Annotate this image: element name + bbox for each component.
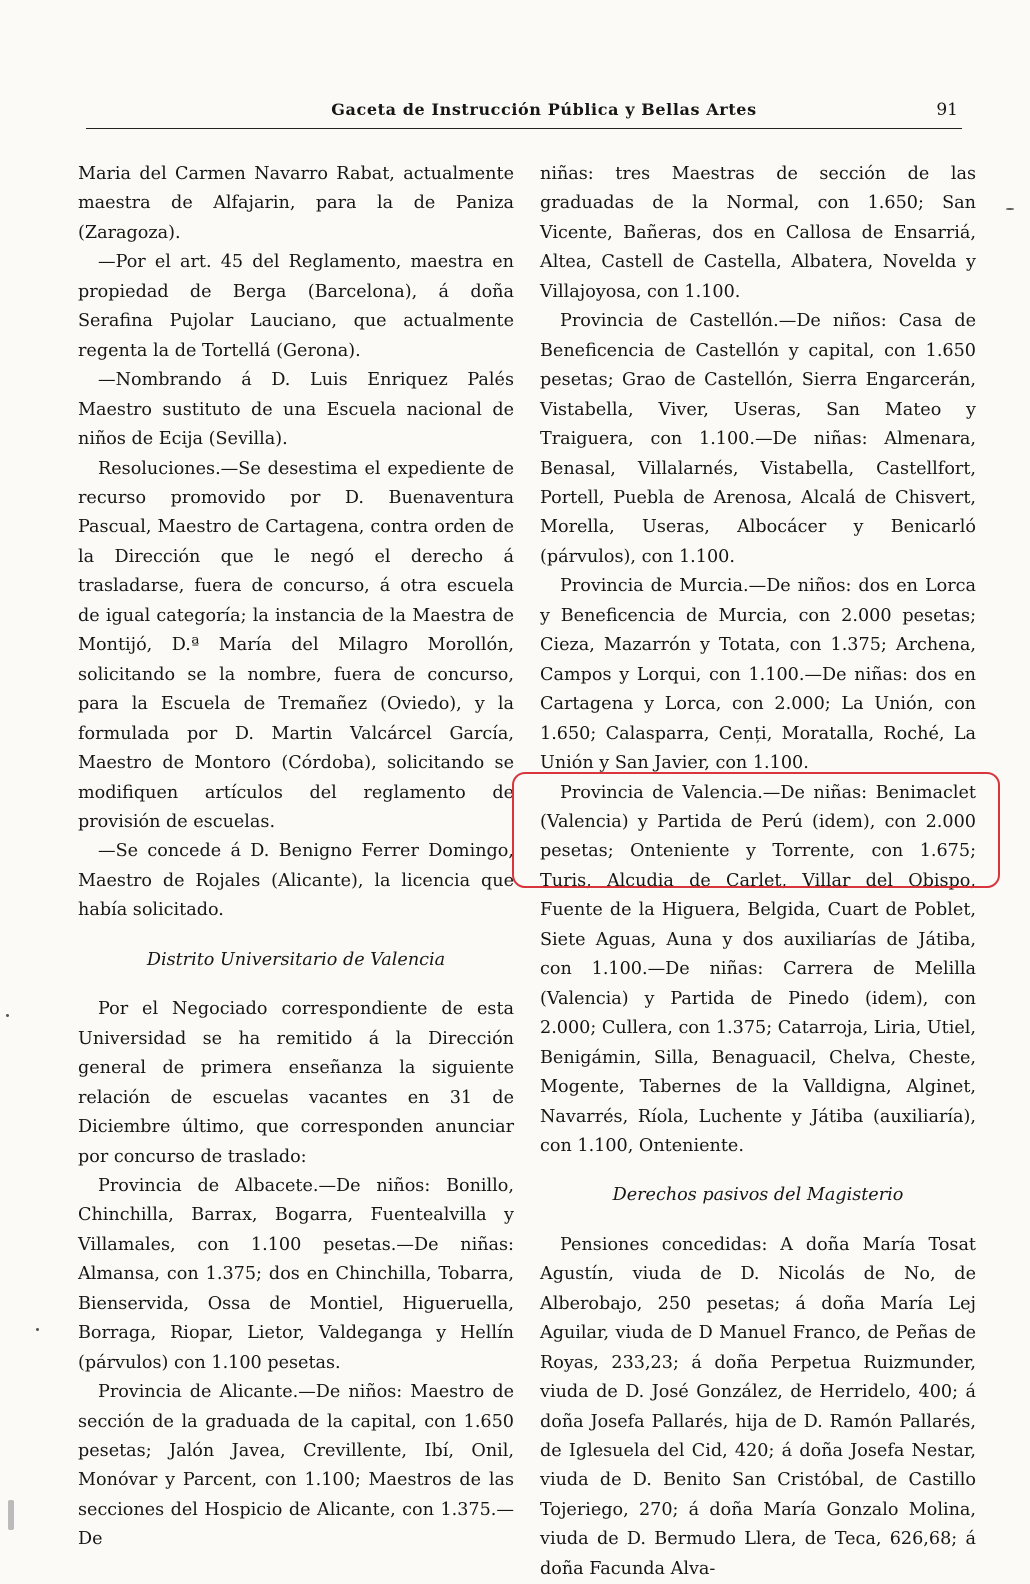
- paragraph: —Por el art. 45 del Reglamento, maestra en propiedad de Berga (Barcelona), á doña Serafina Pujolar Lauciano, que actualmente regenta la de Tortellá (Gerona).: [78, 252, 514, 361]
- section-heading: Derechos pasivos del Magisterio: [612, 1185, 904, 1206]
- journal-title: Gaceta de Instrucción Pública y Bellas Artes: [331, 100, 757, 119]
- scan-speck: [1006, 208, 1014, 210]
- paragraph: —Se concede á D. Benigno Ferrer Domingo, Maestro de Rojales (Alicante), la licencia que había solicitado.: [78, 841, 514, 921]
- paragraph: Provincia de Valencia.—De niñas: Benimaclet (Valencia) y Partida de Perú (idem), con 2.000 pesetas; Onteniente y Torrente, con 1.675; Turis, Alcudia de Carlet, Villar del Obispo, Fuente de la Higuera, Belgida, Cuart de Poblet, Siete Aguas, Auna y dos auxiliarías de Játiba, con 1.100.—De niñas: Carrera de Melilla (Valencia) y Partida de Pinedo (idem), con 2.000; Cullera, con 1.375; Catarroja, Liria, Utiel, Benigámin, Silla, Benaguacil, Chelva, Cheste, Mogente, Tabernes de la Valldigna, Alginet, Navarrés, Ríola, Luchente y Játiba (auxiliaría), con 1.100, Onteniente.: [540, 782, 976, 1156]
- paragraph: Provincia de Murcia.—De niños: dos en Lorca y Beneficencia de Murcia, con 2.000 pesetas; Cieza, Mazarrón y Totata, con 1.375; Archena, Campos y Lorqui, con 1.100.—De niñas: dos en Cartagena y Lorca, con 2.000; La Unión, con 1.650; Calasparra, Cenți, Moratalla, Roché, La Unión y San Javier, con 1.100.: [540, 576, 976, 774]
- section-heading: Distrito Universitario de Valencia: [146, 949, 446, 970]
- left-column: [78, 160, 514, 1555]
- paragraph: Resoluciones.—Se desestima el expediente de recurso promovido por D. Buenaventura Pascual, Maestro de Cartagena, contra orden de la Dirección que le negó el derecho á trasladarse, fuera de concurso, á otra escuela de igual categoría; la instancia de la Maestra de Montijó, D.ª María del Milagro Morollón, solicitando se la nombre, fuera de concurso, para la Escuela de Tremañez (Oviedo), y la formulada por D. Martin Valcárcel García, Maestro de Montoro (Córdoba), solicitando se modifiquen artículos del reglamento de provisión de escuelas.: [78, 458, 514, 832]
- scan-speck: [6, 1014, 9, 1017]
- paragraph: Por el Negociado correspondiente de esta Universidad se ha remitido á la Dirección general de primera enseñanza la siguiente relación de escuelas vacantes en 31 de Diciembre último, que corresponden anunciar por concurso de traslado:: [78, 999, 514, 1167]
- paragraph: Provincia de Castellón.—De niños: Casa de Beneficencia de Castellón y capital, con 1.650 pesetas; Grao de Castellón, Sierra Engarcerán, Vistabella, Viver, Useras, San Mateo y Traiguera, con 1.100.—De niñas: Almenara, Benasal, Villalarnés, Vistabella, Castellfort, Portell, Puebla de Arenosa, Alcalá de Chisvert, Morella, Useras, Albocácer y Benicarló (párvulos), con 1.100.: [540, 311, 976, 567]
- paragraph: Provincia de Albacete.—De niños: Bonillo, Chinchilla, Barrax, Bogarra, Fuentealvilla y Villamales, con 1.100 pesetas.—De niñas: Almansa, con 1.375; dos en Chinchilla, Tobarra, Bienservida, Ossa de Montiel, Higueruella, Borraga, Riopar, Lietor, Valdeganga y Hellín (párvulos) con 1.100 pesetas.: [78, 1175, 514, 1373]
- scan-speck: [36, 1328, 39, 1331]
- page-header: [86, 98, 962, 129]
- paragraph: niñas: tres Maestras de sección de las graduadas de la Normal, con 1.650; San Vicente, Bañeras, dos en Callosa de Ensarriá, Altea, Castell de Castella, Albatera, Novelda y Villajoyosa, con 1.100.: [540, 164, 976, 302]
- page-number: 91: [936, 100, 958, 120]
- paragraph: Maria del Carmen Navarro Rabat, actualmente maestra de Alfajarin, para la de Paniza (Zaragoza).: [78, 164, 514, 243]
- paragraph: Pensiones concedidas: A doña María Tosat Agustín, viuda de D. Nicolás de No, de Alberobajo, 250 pesetas; á doña María Lej Aguilar, viuda de D Manuel Franco, de Peñas de Royas, 233,23; á doña Perpetua Ruizmunder, viuda de D. José González, de Herridelo, 400; á doña Josefa Pallarés, hija de D. Ramón Pallarés, de Iglesuela del Cid, 420; á doña Josefa Nestar, viuda de D. Benito San Cristóbal, de Castillo Tojeriego, 270; á doña María Gonzalo Molina, viuda de D. Bermudo Llera, de Teca, 626,68; á doña Facunda Alva-: [540, 1234, 976, 1579]
- scan-speck: [8, 1500, 14, 1530]
- paragraph: —Nombrando á D. Luis Enriquez Palés Maestro sustituto de una Escuela nacional de niños de Ecija (Sevilla).: [78, 370, 514, 450]
- red-highlight-box: [512, 772, 1000, 888]
- paragraph: Provincia de Alicante.—De niños: Maestro de sección de la graduada de la capital, con 1.650 pesetas; Jalón Javea, Crevillente, Ibí, Onil, Monóvar y Parcent, con 1.100; Maestros de las secciones del Hospicio de Alicante, con 1.375.—De: [78, 1382, 514, 1550]
